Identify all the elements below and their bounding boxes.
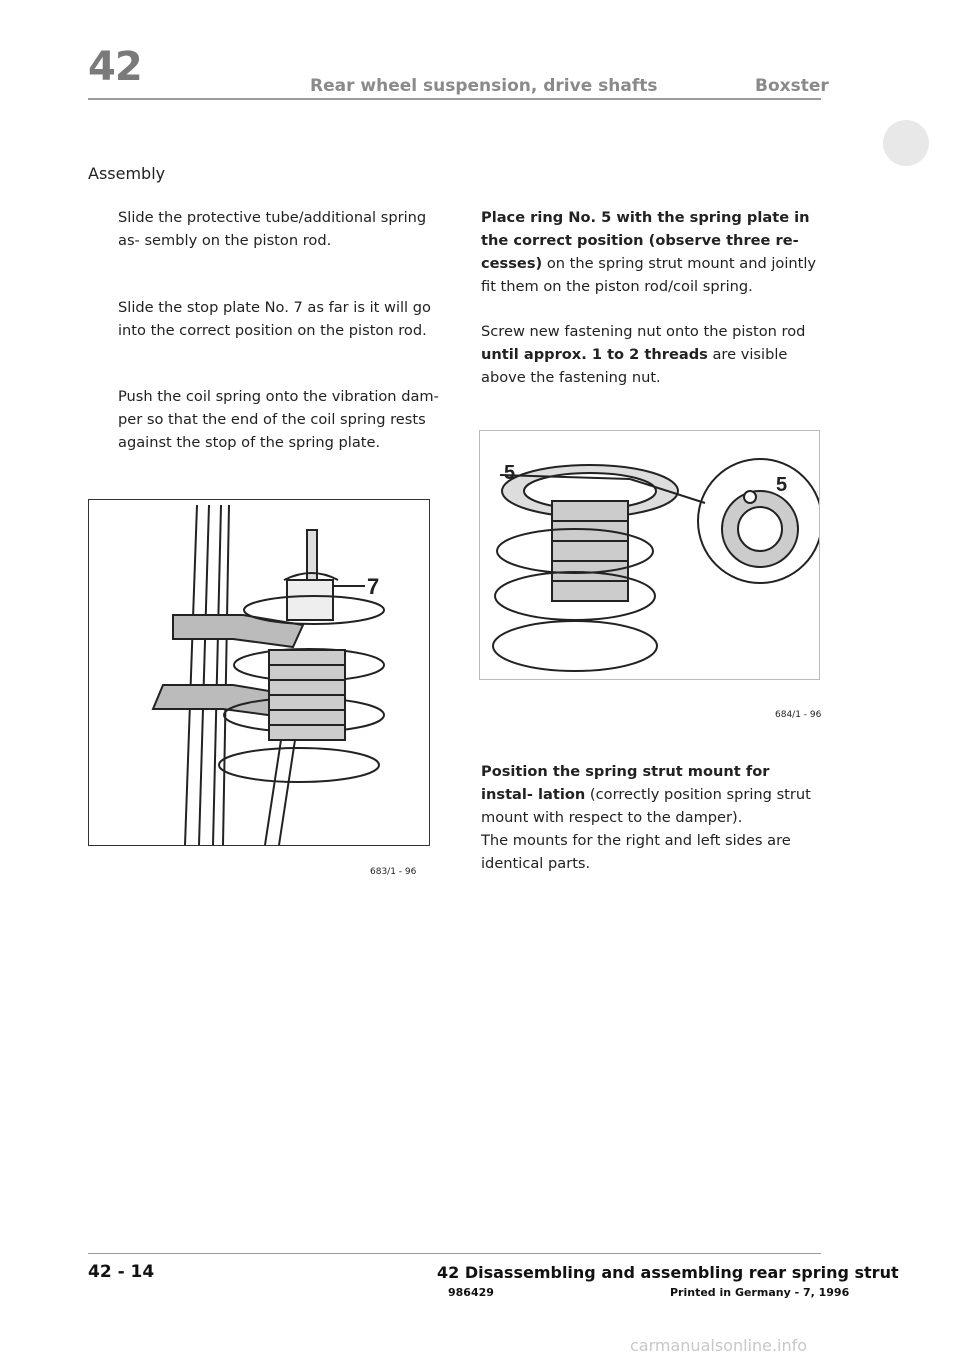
figure-right-caption: 684/1 - 96 [775,710,822,720]
left-paragraph-3: Push the coil spring onto the vibration dam- per so that the end of the coil spring rests against the stop of the spring plate. [118,388,439,451]
spring-plate-drawing [480,431,819,679]
right-paragraph-2-normal: are visible above the fastening nut. [481,346,788,386]
right-paragraph-1-normal: on the spring strut mount and jointly fit them on the piston rod/coil spring. [481,255,817,295]
right-paragraph-1 [481,206,826,298]
callout-5-left: 5 [504,462,516,484]
header-model: Boxster [755,76,829,96]
footer-part-number: 986429 [448,1286,494,1299]
footer-printed: Printed in Germany - 7, 1996 [670,1286,850,1299]
right-paragraph-3-line2: The mounts for the right and left sides are identical parts. [481,832,791,872]
right-paragraph-3 [481,760,826,875]
strut-drawing [89,500,429,845]
section-number: 42 [88,44,142,90]
page-number: 42 - 14 [88,1262,155,1282]
footer-title: 42 Disassembling and assembling rear spring strut [437,1263,899,1282]
right-paragraph-2-bold: until approx. 1 to 2 threads [481,346,708,363]
footer-rule [88,1253,821,1254]
callout-7: 7 [367,574,380,599]
right-paragraph-2-normal-before: Screw new fastening nut onto the piston rod [481,323,806,340]
figure-left-caption: 683/1 - 96 [370,867,417,877]
punch-hole [883,120,929,166]
right-paragraph-3-normal: (correctly position spring strut mount with respect to the damper). [481,786,811,826]
right-paragraph-1-bold: Place ring No. 5 with the spring plate in the correct position (observe three re- cesses) [481,209,810,272]
section-heading: Assembly [88,164,166,183]
header-title: Rear wheel suspension, drive shafts [310,76,658,96]
figure-spring-plate-ring [479,430,820,680]
figure-strut-stop-plate [88,499,430,846]
right-paragraph-3-bold: Position the spring strut mount for instal- lation [481,763,770,803]
left-paragraph-2: Slide the stop plate No. 7 as far is it will go into the correct position on the piston rod. [118,299,431,339]
callout-5-right: 5 [776,474,788,496]
watermark: carmanualsonline.info [630,1336,808,1355]
left-paragraph-1: Slide the protective tube/additional spring as- sembly on the piston rod. [118,209,427,249]
header-rule [88,98,821,100]
right-paragraph-2 [481,320,826,389]
